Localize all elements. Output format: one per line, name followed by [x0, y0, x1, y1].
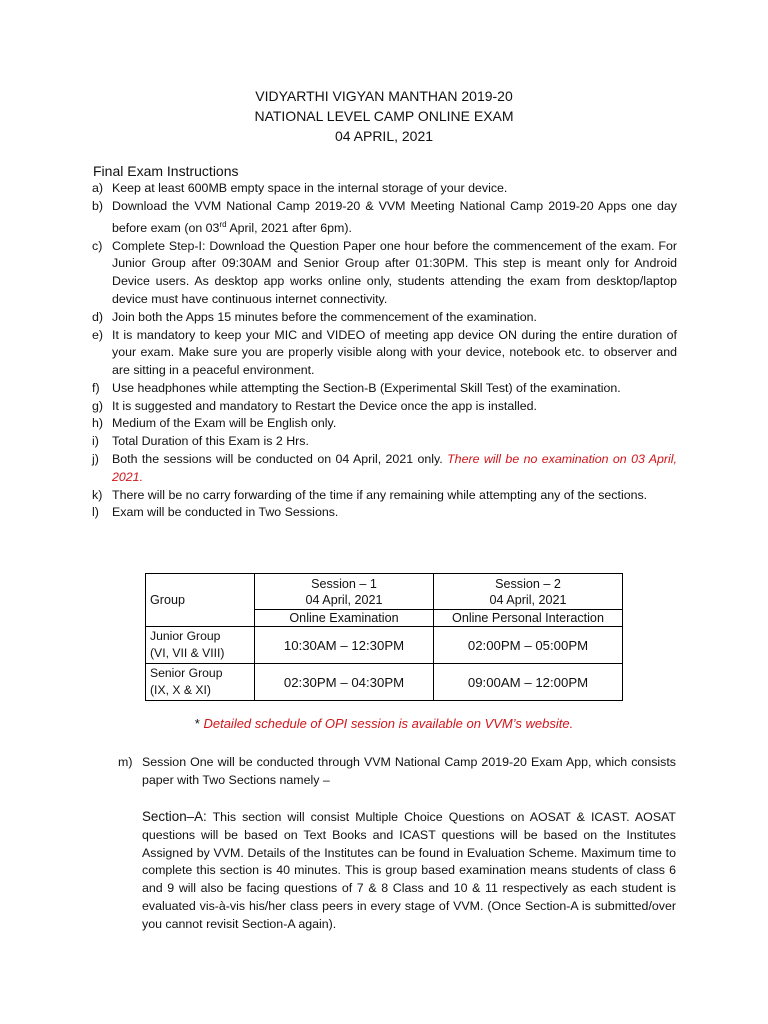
- session2-time: 02:00PM – 05:00PM: [434, 627, 623, 664]
- list-item: [92, 398, 677, 416]
- item-marker: e): [92, 327, 104, 342]
- item-text: Use headphones while attempting the Section-B (Experimental Skill Test) of the examination.: [112, 380, 621, 395]
- list-item: [92, 198, 677, 238]
- list-item: [92, 238, 677, 309]
- section-title: Final Exam Instructions: [93, 163, 239, 179]
- list-item: [92, 415, 677, 433]
- item-marker: m): [118, 755, 133, 769]
- item-marker: g): [92, 398, 104, 413]
- item-text: Exam will be conducted in Two Sessions.: [112, 505, 339, 520]
- item-marker: a): [92, 181, 104, 195]
- red-warning: There will be no examination on 03 April, 2021.: [112, 452, 677, 484]
- item-text: Session One will be conducted through VVM National Camp 2019-20 Exam App, which consists paper with Two Sections namely –: [142, 755, 676, 787]
- item-text: Complete Step-I: Download the Question Paper one hour before the commencement of the exam. For Junior Group after 09:30AM and Senior Group after 01:30PM. This step is meant only for Android Device users. As desktop app works online only, students attending the exam from desktop/laptop device must have continuous internet connectivity.: [112, 238, 677, 306]
- item-marker: j): [92, 452, 99, 467]
- item-text: It is suggested and mandatory to Restart the Device once the app is installed.: [112, 398, 537, 413]
- session2-header: Session – 2 04 April, 2021: [434, 574, 623, 610]
- item-marker: l): [92, 505, 99, 520]
- item-text: Both the sessions will be conducted on 04 April, 2021 only. There will be no examination on 03 April, 2021.: [112, 452, 677, 484]
- item-text: Total Duration of this Exam is 2 Hrs.: [112, 434, 309, 449]
- session1-header: Session – 1 04 April, 2021: [255, 574, 434, 610]
- item-text: Join both the Apps 15 minutes before the commencement of the examination.: [112, 309, 537, 324]
- list-item: [92, 327, 677, 380]
- table-header-row: [146, 574, 623, 610]
- item-text: There will be no carry forwarding of the time if any remaining while attempting any of the sections.: [112, 487, 648, 502]
- list-item: [92, 504, 677, 522]
- header-subtitle: NATIONAL LEVEL CAMP ONLINE EXAM: [254, 108, 514, 124]
- item-text: Keep at least 600MB empty space in the internal storage of your device.: [112, 181, 508, 195]
- section-a-text: This section will consist Multiple Choice Questions on AOSAT & ICAST. AOSAT questions will be based on Text Books and ICAST questions will be based on the Institutes Assigned by VVM. Details of the Institutes can be found in Evaluation Scheme. Maximum time to complete this section is 40 minutes. This is group based examination means students of class 6 and 9 will also be facing questions of 7 & 8 Class and 10 & 11 respectively as each student is evaluated vis-à-vis his/her class peers in every stage of VVM. (Once Section-A is submitted/over you cannot revisit Section-A again).: [142, 810, 676, 931]
- group-header: Group: [146, 574, 255, 627]
- note-text: Detailed schedule of OPI session is available on VVM’s website.: [203, 716, 574, 731]
- item-marker: d): [92, 309, 104, 324]
- item-text: It is mandatory to keep your MIC and VIDEO of meeting app device ON during the entire duration of your exam. Make sure you are properly visible along with your device, notebook etc. to observer and are sitting in a peaceful environment.: [112, 327, 677, 378]
- list-item: [92, 451, 677, 487]
- item-text: Medium of the Exam will be English only.: [112, 416, 337, 431]
- session2-time: 09:00AM – 12:00PM: [434, 664, 623, 701]
- header-date: 04 APRIL, 2021: [334, 128, 434, 144]
- session-table: [145, 573, 623, 701]
- section-a-paragraph: [142, 808, 676, 934]
- list-item: [92, 380, 677, 398]
- item-marker: b): [92, 198, 104, 213]
- item-marker: f): [92, 380, 100, 395]
- table-row: [146, 664, 623, 701]
- table-row: [146, 627, 623, 664]
- instruction-list: [92, 180, 677, 522]
- header-title: VIDYARTHI VIGYAN MANTHAN 2019-20: [255, 88, 513, 104]
- document-header: [0, 86, 768, 146]
- session2-type: Online Personal Interaction: [434, 610, 623, 627]
- section-a-label: Section–A:: [142, 809, 207, 824]
- note-star: *: [194, 716, 200, 731]
- session1-time: 10:30AM – 12:30PM: [255, 627, 434, 664]
- session1-type: Online Examination: [255, 610, 434, 627]
- group-cell: Senior Group (IX, X & XI): [146, 664, 255, 701]
- group-cell: Junior Group (VI, VII & VIII): [146, 627, 255, 664]
- list-item: [92, 487, 677, 505]
- session1-time: 02:30PM – 04:30PM: [255, 664, 434, 701]
- item-marker: c): [92, 238, 103, 253]
- item-marker: i): [92, 434, 99, 449]
- opi-note: [0, 716, 768, 731]
- item-marker: k): [92, 487, 103, 502]
- list-item: [92, 180, 677, 198]
- item-text: Download the VVM National Camp 2019-20 & VVM Meeting National Camp 2019-20 Apps one day before exam (on 03rd April, 2021 after 6pm).: [112, 198, 677, 235]
- item-marker: h): [92, 416, 104, 431]
- list-item: [92, 433, 677, 451]
- list-item-m: [118, 754, 676, 790]
- list-item: [92, 309, 677, 327]
